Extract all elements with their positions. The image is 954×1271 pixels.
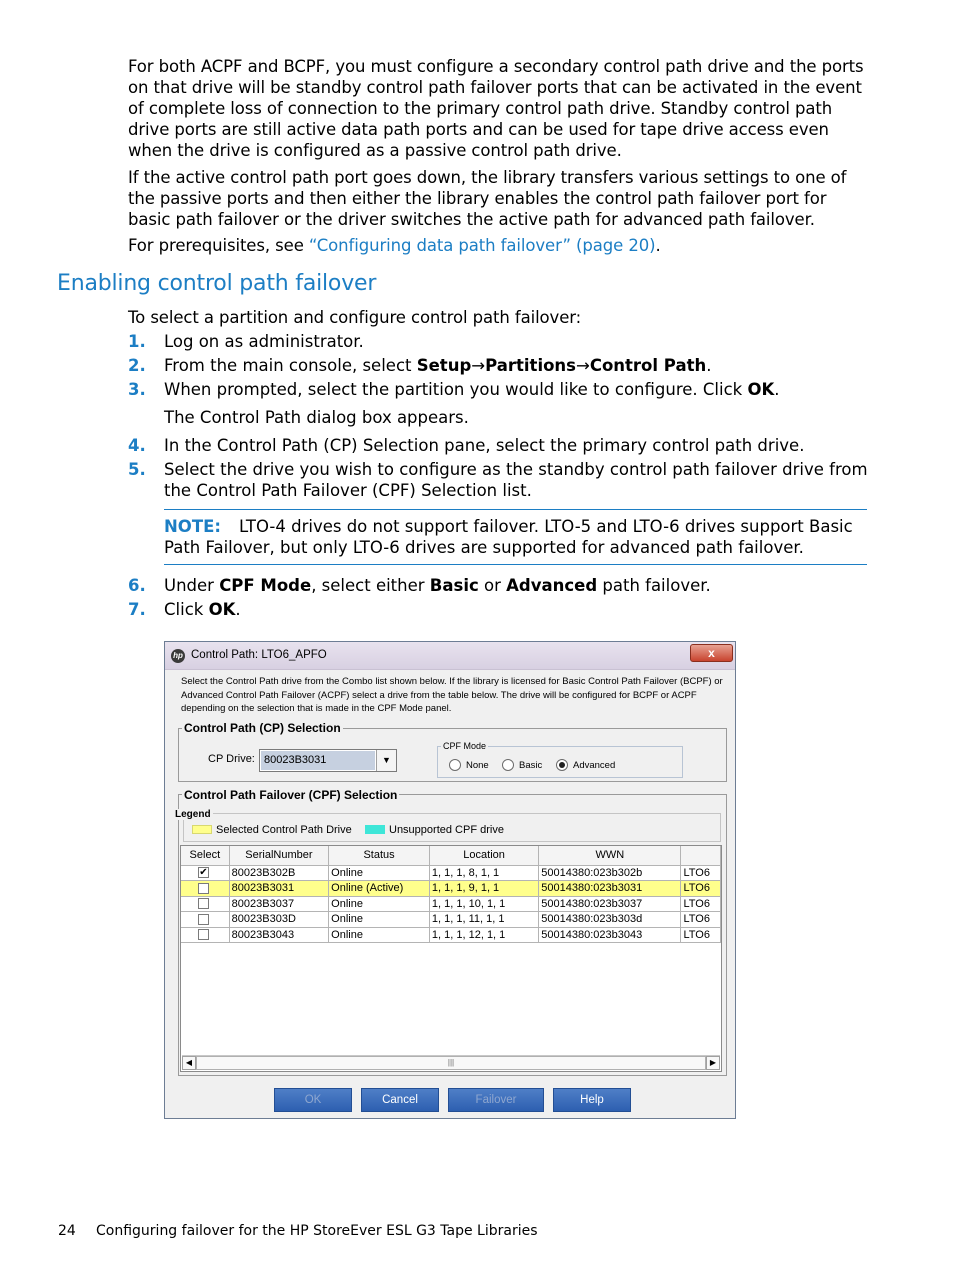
- row-checkbox[interactable]: [198, 898, 209, 909]
- note-label: NOTE:: [164, 517, 221, 536]
- table-row[interactable]: [181, 927, 721, 943]
- serial-cell: 80023B3043: [229, 927, 328, 943]
- scroll-right-icon[interactable]: ▶: [706, 1056, 720, 1070]
- prereq-prefix: For prerequisites, see: [128, 236, 309, 255]
- radio-advanced[interactable]: [556, 759, 568, 771]
- col-select[interactable]: Select: [181, 846, 229, 865]
- col-type[interactable]: [681, 846, 721, 865]
- col-serial[interactable]: SerialNumber: [229, 846, 328, 865]
- menu-partitions: Partitions: [485, 356, 577, 375]
- menu-control-path: Control Path: [589, 356, 707, 375]
- selected-legend-label: Selected Control Path Drive: [216, 824, 352, 836]
- row-checkbox[interactable]: ✔: [199, 867, 208, 879]
- step-text-part: .: [774, 380, 780, 399]
- row-checkbox[interactable]: [198, 883, 209, 894]
- step-text: [164, 599, 868, 620]
- cpf-drive-table: [180, 845, 722, 1072]
- step-text: In the Control Path (CP) Selection pane, select the primary control path drive.: [164, 436, 805, 455]
- section-heading: Enabling control path failover: [57, 271, 377, 296]
- row-checkbox[interactable]: [198, 929, 209, 940]
- wwn-cell: 50014380:023b302b: [539, 865, 681, 881]
- unsupported-swatch: [365, 825, 385, 834]
- serial-cell: 80023B303D: [229, 912, 328, 928]
- menu-setup: Setup: [416, 356, 472, 375]
- arrow-icon: →: [576, 356, 590, 375]
- cpf-selection-title: Control Path Failover (CPF) Selection: [184, 788, 398, 802]
- cp-drive-select[interactable]: [259, 749, 397, 772]
- cpf-mode-term: CPF Mode: [219, 576, 312, 595]
- scroll-thumb[interactable]: |||: [196, 1056, 706, 1070]
- scroll-left-icon[interactable]: ◀: [182, 1056, 196, 1070]
- type-cell: LTO6: [681, 881, 721, 897]
- step-text: [164, 575, 868, 596]
- type-cell: LTO6: [681, 912, 721, 928]
- step-text-part: path failover.: [597, 576, 711, 595]
- dialog-title: Control Path: LTO6_APFO: [191, 649, 327, 661]
- cancel-button[interactable]: Cancel: [361, 1088, 439, 1112]
- control-path-dialog: [164, 641, 736, 1119]
- wwn-cell: 50014380:023b303d: [539, 912, 681, 928]
- prereq-suffix: .: [655, 236, 661, 255]
- step-text-part: .: [235, 600, 241, 619]
- ok-term: OK: [747, 380, 775, 399]
- intro-paragraph-2: If the active control path port goes down, the library transfers various settings to one of the passive ports and then either the library enables the control path failover port for basic path failover or the driver switches the active path for advanced path failover.: [128, 168, 847, 229]
- arrow-icon: →: [471, 356, 486, 375]
- location-cell: 1, 1, 1, 12, 1, 1: [429, 927, 538, 943]
- radio-none[interactable]: [449, 759, 461, 771]
- step-number: 2.: [128, 356, 146, 375]
- radio-basic[interactable]: [502, 759, 514, 771]
- type-cell: LTO6: [681, 927, 721, 943]
- advanced-term: Advanced: [506, 576, 598, 595]
- cpf-mode-panel: [437, 741, 683, 778]
- row-checkbox[interactable]: [198, 914, 209, 925]
- step-number: 1.: [128, 332, 146, 351]
- step-3-result: The Control Path dialog box appears.: [164, 408, 469, 427]
- location-cell: 1, 1, 1, 8, 1, 1: [429, 865, 538, 881]
- help-button[interactable]: Help: [553, 1088, 631, 1112]
- intro-paragraph-1: For both ACPF and BCPF, you must configure a secondary control path drive and the ports on that drive will be standby control path failover ports that can be activated in the event of complete loss of connection to the primary control path drive. Standby control path drive ports are still active data path ports and can be used for tape drive access even when the drive is configured as a passive control path drive.: [128, 57, 864, 160]
- horizontal-scrollbar[interactable]: [182, 1055, 720, 1070]
- drive-table: [181, 846, 721, 943]
- serial-cell: 80023B302B: [229, 865, 328, 881]
- table-row[interactable]: [181, 881, 721, 897]
- step-text: Log on as administrator.: [164, 332, 364, 351]
- table-row[interactable]: [181, 865, 721, 881]
- location-cell: 1, 1, 1, 9, 1, 1: [429, 881, 538, 897]
- location-cell: 1, 1, 1, 11, 1, 1: [429, 912, 538, 928]
- type-cell: LTO6: [681, 896, 721, 912]
- chevron-down-icon[interactable]: ▼: [376, 750, 396, 771]
- radio-none-label: None: [466, 760, 489, 771]
- ok-button[interactable]: OK: [274, 1088, 352, 1112]
- table-row[interactable]: [181, 912, 721, 928]
- step-text-part: .: [706, 356, 712, 375]
- step-text: [164, 379, 868, 400]
- cp-drive-label: CP Drive:: [208, 753, 255, 765]
- step-text-part: From the main console, select: [164, 356, 417, 375]
- section-lead: To select a partition and configure control path failover:: [128, 308, 582, 327]
- ok-term: OK: [208, 600, 236, 619]
- cp-selection-title: Control Path (CP) Selection: [184, 721, 341, 735]
- status-cell: Online: [329, 896, 430, 912]
- step-text: [164, 355, 868, 376]
- status-cell: Online (Active): [329, 881, 430, 897]
- footer-title: Configuring failover for the HP StoreEver ESL G3 Tape Libraries: [96, 1223, 538, 1239]
- location-cell: 1, 1, 1, 10, 1, 1: [429, 896, 538, 912]
- col-status[interactable]: Status: [329, 846, 430, 865]
- col-location[interactable]: Location: [429, 846, 538, 865]
- intro-paragraph-3: [128, 235, 868, 256]
- step-text-part: or: [478, 576, 507, 595]
- legend-title: Legend: [175, 809, 211, 820]
- step-text-part: , select either: [311, 576, 430, 595]
- step-number: 4.: [128, 436, 146, 455]
- radio-basic-label: Basic: [519, 760, 543, 771]
- wwn-cell: 50014380:023b3031: [539, 881, 681, 897]
- step-number: 7.: [128, 600, 146, 619]
- page-number: 24: [58, 1223, 76, 1239]
- step-text-part: Click: [164, 600, 209, 619]
- step-text: Select the drive you wish to configure as the standby control path failover drive from the Control Path Failover (CPF) Selection list.: [164, 460, 868, 500]
- wwn-cell: 50014380:023b3037: [539, 896, 681, 912]
- step-number: 3.: [128, 380, 146, 399]
- failover-button[interactable]: Failover: [448, 1088, 544, 1112]
- radio-advanced-label: Advanced: [573, 760, 616, 771]
- hp-logo-icon: hp: [171, 649, 185, 663]
- table-header-row: [181, 846, 721, 865]
- col-wwn[interactable]: WWN: [539, 846, 681, 865]
- step-text-part: Under: [164, 576, 220, 595]
- type-cell: LTO6: [681, 865, 721, 881]
- step-text-part: When prompted, select the partition you would like to configure. Click: [164, 380, 748, 399]
- note-text: LTO-4 drives do not support failover. LTO-5 and LTO-6 drives support Basic Path Failover, but only LTO-6 drives are supported for advanced path failover.: [164, 517, 853, 557]
- status-cell: Online: [329, 927, 430, 943]
- close-button[interactable]: x: [690, 644, 733, 662]
- unsupported-legend-label: Unsupported CPF drive: [389, 824, 504, 836]
- step-number: 5.: [128, 460, 146, 479]
- prereq-link[interactable]: “Configuring data path failover” (page 20): [308, 236, 656, 255]
- status-cell: Online: [329, 865, 430, 881]
- table-row[interactable]: [181, 896, 721, 912]
- basic-term: Basic: [429, 576, 479, 595]
- note-box: [164, 509, 867, 565]
- dialog-titlebar[interactable]: [165, 642, 735, 670]
- cpf-mode-title: CPF Mode: [443, 741, 487, 751]
- selected-swatch: [192, 825, 212, 834]
- wwn-cell: 50014380:023b3043: [539, 927, 681, 943]
- serial-cell: 80023B3031: [229, 881, 328, 897]
- serial-cell: 80023B3037: [229, 896, 328, 912]
- cp-drive-value: 80023B3031: [261, 751, 375, 770]
- step-number: 6.: [128, 576, 146, 595]
- status-cell: Online: [329, 912, 430, 928]
- dialog-instructions: Select the Control Path drive from the Combo list shown below. If the library is licensed for Basic Control Path Failover (BCPF) or Advanced Control Path Failover (ACPF) select a drive from the table below. The drive will be configured for BCPF or ACPF depending on the selection that is made in the CPF Mode panel.: [181, 676, 723, 714]
